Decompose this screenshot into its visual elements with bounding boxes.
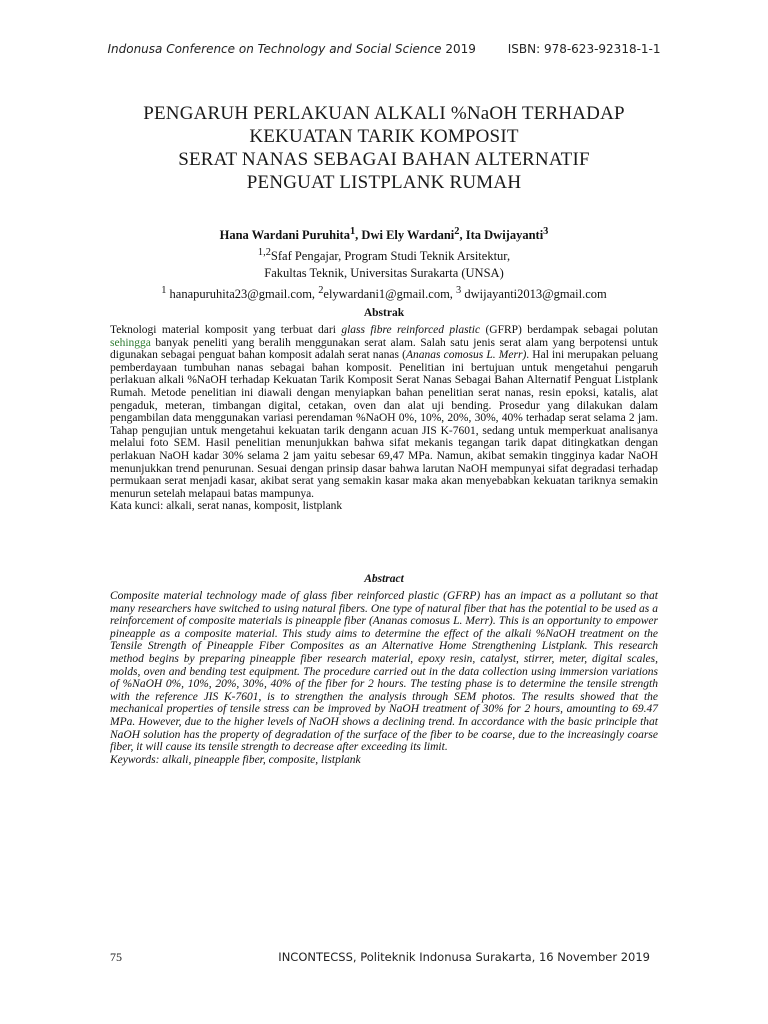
author-3: Ita Dwijayanti [465, 228, 544, 243]
abstrak-text-g: . Hal ini merupakan peluang pemberdayaan tumbuhan nanas sebagai bahan komposit. Penelitian ini bertujuan untuk mengetahui pengaruh perlakuan alkali %NaOH terhadap Kekuatan Tarik Komposit Serat Nanas Sebagai Bahan Alternatif Penguat Listplank Rumah. Metode penelitian ini diawali dengan menyiapkan bahan penelitian serat nanas, resin epoksi, katalis, alat pengaduk, meteran, timbangan digital, cetakan, oven dan alat uji bending. Prosedur yang dilakukan dalam pengambilan data menggunakan variasi perendaman %NaOH 0%, 10%, 20%, 30%, 40% terhadap serat selama 2 jam. Tahap pengujian untuk mengetahui kekuatan tarik dengann acuan JIS K-7601, sedang untuk memperkuat analisanya melalui foto SEM. Hasil penelitian menunjukkan bahwa sifat mekanis tegangan tarik dapat ditingkatkan dengan perlakuan NaOH kadar 30% selama 2 jam yaitu sebesar 69,47 MPa. Namun, akibat semakin tingginya kadar NaOH menunjukkan trend penurunan. Sesuai dengan prinsip dasar bahwa larutan NaOH mempunyai sifat degradasi terhadap permukaan serat menjadi kasar, akibat serat yang semakin kasar maka akan menyebabkan kekuatan tariknya semakin menurun setelah melapaui batas mampunya. [110, 349, 658, 500]
author-3-sup: 3 [543, 226, 549, 237]
affiliation-text-1: Sfaf Pengajar, Program Studi Teknik Arsitektur, [270, 249, 511, 264]
abstract-heading: Abstract [364, 573, 404, 585]
footer-venue: INCONTECSS, Politeknik Indonusa Surakarta, 16 November 2019 [278, 950, 650, 964]
author-block [40, 223, 728, 303]
author-2: Dwi Ely Wardani [361, 228, 455, 243]
affiliation-line-1 [40, 244, 728, 265]
author-names: Hana Wardani Puruhita$^1$, Dwi Ely Wardani$^2$, Ita Dwijayanti$^3$ [219, 226, 549, 243]
author-1-sup: 1 [349, 226, 356, 237]
isbn: ISBN: 978-623-92318-1-1 [507, 42, 661, 56]
title-line-3: SERAT NANAS SEBAGAI BAHAN ALTERNATIF [178, 149, 590, 170]
abstrak-body [110, 324, 658, 513]
abstract-paragraph: Composite material technology made of glass fiber reinforced plastic (GFRP) has an impact as a pollutant so that many researchers have switched to using natural fibers. One type of natural fiber that has the potential to be used as a reinforcement of composite materials is pineapple fiber (Ananas comosus L. Merr). This is an opportunity to empower pineapple as a composite material. This study aims to determine the effect of the alkali %NaOH treatment on the Tensile Strength of Pineapple Fiber Composites as an Alternative Home Strengthening Listplank. This research method begins by preparing pineapple fiber research material, epoxy resin, catalyst, stirrer, meter, digital scales, molds, oven and bending test equipment. The procedure carried out in the data collection using immersion variations of %NaOH 0%, 10%, 20%, 30%, 40% of the fiber for 2 hours. The testing phase is to determine the tensile strength with the reference JIS K-7601, is to strengthen the analysis through SEM photos. The results showed that the mechanical properties of tensile stress can be improved by NaOH treatment of 30% for 2 hours, amounting to 69.47 MPa. However, due to the higher levels of NaOH shows a declining trend. In accordance with the basic principle that NaOH solution has the property of degradation of the surface of the fiber to be coarse, due to the increasingly coarse fiber, it will cause its tensile strength to decrease after exceeding its limit. [110, 590, 658, 754]
abstrak-text-d: sehingga [110, 336, 151, 349]
abstrak-text-b: glass fibre reinforced plastic [341, 324, 481, 336]
author-2-sup: 2 [454, 226, 460, 237]
conference-year: 2019 [445, 42, 476, 56]
email-2: elywardani1@gmail.com, [323, 287, 453, 302]
abstrak-text-e: banyak peneliti yang beralih menggunakan serat alam. Salah satu jenis serat alam yang berpotensi untuk digunakan sebagai penguat bahan komposit adalah serat nanas ( [110, 336, 658, 362]
running-header [0, 42, 768, 56]
abstract-keywords: Keywords: alkali, pineapple fiber, composite, listplank [110, 753, 361, 766]
abstrak-heading: Abstrak [363, 307, 405, 319]
abstrak-text-a: Teknologi material komposit yang terbuat dari [110, 324, 336, 336]
email-3: dwijayanti2013@gmail.com [464, 287, 607, 302]
email-2-sup: 2 [318, 285, 324, 297]
affiliation-line-2: Fakultas Teknik, Universitas Surakarta (UNSA) [264, 266, 504, 281]
email-3-sup: 3 [456, 285, 462, 297]
email-1: hanapuruhita23@gmail.com, [169, 287, 316, 302]
conference-name: Indonusa Conference on Technology and Social Science [107, 42, 442, 56]
author-1: Hana Wardani Puruhita [219, 228, 350, 243]
title-line-2: KEKUATAN TARIK KOMPOSIT [249, 126, 519, 147]
email-line [40, 282, 728, 303]
abstrak-text-f: Ananas comosus L. Merr) [405, 349, 527, 362]
title-line-4: PENGUAT LISTPLANK RUMAH [246, 172, 522, 193]
affiliation-sup: 1,2 [257, 247, 271, 259]
email-1-sup: 1 [161, 285, 167, 297]
title-line-1: PENGARUH PERLAKUAN ALKALI %NaOH TERHADAP [143, 103, 625, 124]
abstrak-text-c: (GFRP) berdampak sebagai polutan [485, 324, 659, 336]
paper-title [40, 102, 728, 194]
page-number: 75 [110, 950, 122, 964]
abstrak-keywords: Kata kunci: alkali, serat nanas, komposit, listplank [110, 500, 343, 513]
abstrak-paragraph [110, 324, 658, 500]
abstract-body [110, 590, 658, 766]
